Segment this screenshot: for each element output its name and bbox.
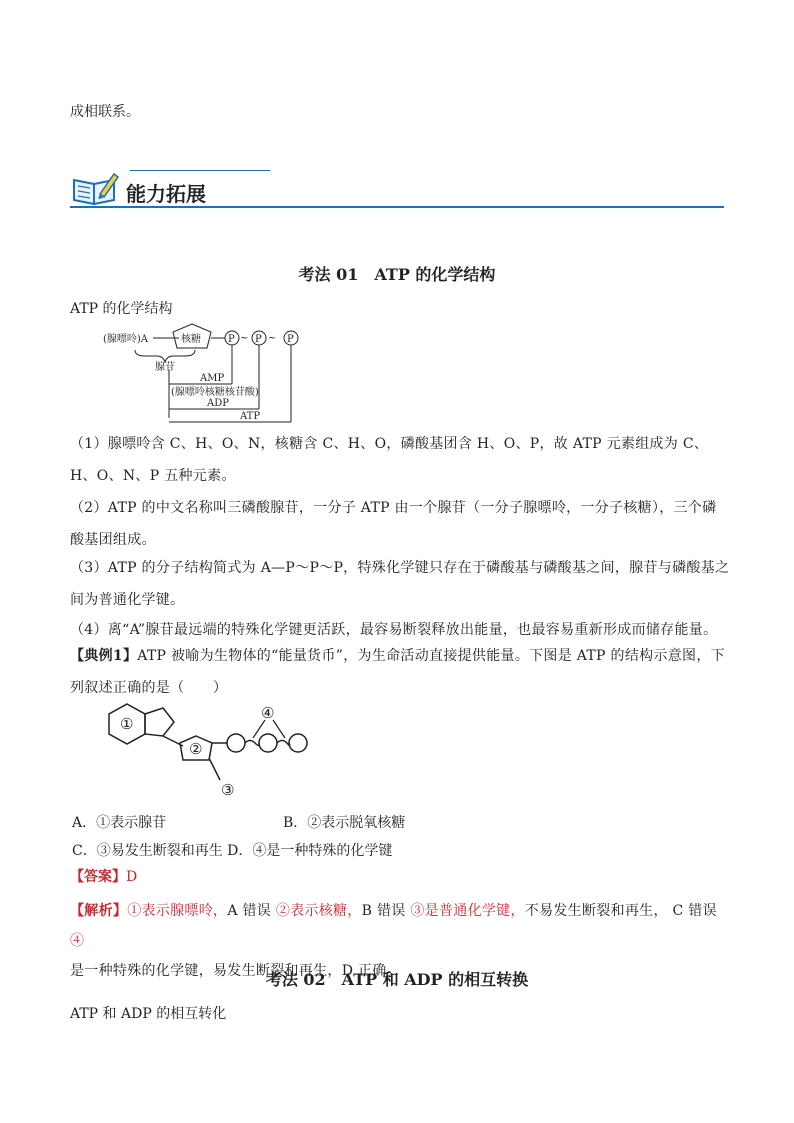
answer-line (70, 868, 137, 886)
tilde-2: ~ (268, 333, 277, 344)
analysis-red-3: ③是普通化学键， (410, 903, 525, 919)
answer-tag: 【答案】 (70, 869, 126, 885)
analysis-black-1: A 错误 (227, 903, 272, 919)
amp-fullname: (腺嘌呤核糖核苷酸) (171, 387, 259, 398)
phosphate-ball-2 (259, 734, 277, 752)
example-tag: 【典例1】 (70, 648, 138, 664)
atp-example-figure (105, 700, 320, 800)
analysis-red-2: ②表示核糖， (275, 903, 362, 919)
tilde-1: ~ (240, 333, 249, 344)
phosphate-ball-1 (227, 734, 245, 752)
example-question-text: ATP 被喻为生物体的“能量货币”，为生命活动直接提供能量。下图是 ATP 的结构示意图，下列叙述正确的是（ ） (70, 648, 725, 696)
section1-subtitle: ATP 的化学结构 (70, 301, 173, 317)
adenine-label: (腺嘌呤)A (103, 334, 149, 345)
book-pen-icon (70, 170, 122, 208)
point-3: （3）ATP 的分子结构简式为 A—P～P～P，特殊化学键只存在于磷酸基与磷酸基之间，腺苷与磷酸基之间为普通化学键。 (70, 560, 730, 608)
label-four: ④ (261, 704, 275, 722)
adenosine-label: 腺苷 (155, 362, 175, 373)
atp-label: ATP (240, 411, 261, 422)
atp-structure-diagram (95, 322, 315, 430)
adp-label: ADP (207, 398, 229, 409)
analysis-tag: 【解析】 (70, 903, 128, 919)
bond-three-pointer (209, 758, 220, 780)
option-a: A．①表示腺苷 (72, 815, 167, 831)
analysis-line-2: 是一种特殊的化学键，易发生断裂和再生，D 正确。 (70, 963, 401, 979)
section-banner (70, 168, 724, 212)
label-one: ① (120, 715, 134, 733)
answer-value: D (126, 869, 138, 885)
phosphate-label-1: P (228, 334, 235, 345)
phosphate-ball-3 (289, 734, 307, 752)
example-question (70, 640, 730, 704)
option-b: B．②表示脱氧核糖 (283, 815, 406, 831)
section2-title: 考法 02 ATP 和 ADP 的相互转换 (265, 970, 529, 989)
label-three: ③ (221, 781, 235, 799)
point-2: （2）ATP 的中文名称叫三磷酸腺苷，一分子 ATP 由一个腺苷（一分子腺嘌呤，一分子核糖），三个磷酸基团组成。 (70, 500, 717, 548)
banner-top-line (130, 170, 270, 171)
pentagon-ring (145, 708, 174, 736)
amp-label: AMP (200, 373, 225, 384)
phosphate-label-3: P (287, 334, 294, 345)
label-two: ② (189, 740, 203, 758)
intro-text: 成相联系。 (70, 104, 140, 120)
analysis-black-2: B 错误 (361, 903, 406, 919)
analysis-red-1: ①表示腺嘌呤， (127, 903, 228, 919)
ribose-label: 核糖 (181, 334, 201, 345)
banner-heading: 能力拓展 (126, 182, 206, 206)
point-4: （4）离“A”腺苷最远端的特殊化学键更活跃，最容易断裂释放出能量，也最容易重新形成而储存能量。 (70, 622, 718, 638)
section1-title: 考法 01 ATP 的化学结构 (298, 265, 496, 284)
point-1: （1）腺嘌呤含 C、H、O、N，核糖含 C、H、O，磷酸基团含 H、O、P，故 ATP 元素组成为 C、H、O、N、P 五种元素。 (70, 436, 709, 484)
phosphate-label-2: P (255, 334, 262, 345)
option-c-d: C．③易发生断裂和再生 D．④是一种特殊的化学键 (72, 843, 393, 859)
analysis-black-3: 不易发生断裂和再生， C 错误 (524, 903, 717, 919)
section2-subtitle: ATP 和 ADP 的相互转化 (70, 1006, 227, 1022)
banner-rule (70, 206, 724, 208)
analysis-red-4: ④ (70, 933, 85, 949)
